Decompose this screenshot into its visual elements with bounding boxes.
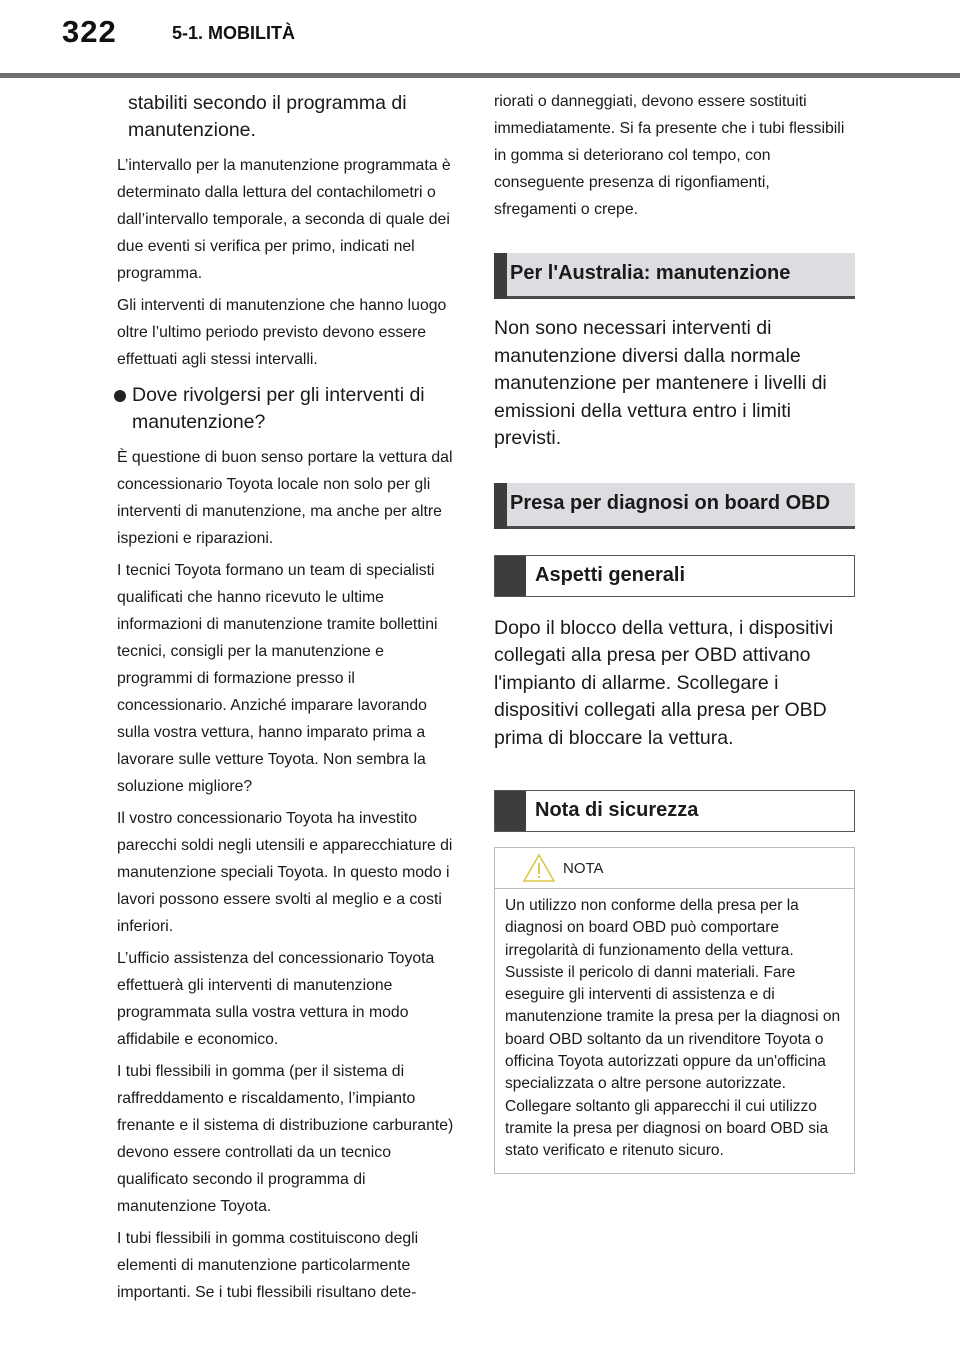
continuation-text: stabiliti secondo il programma di manutenzione. <box>128 92 407 141</box>
left-column <box>117 90 462 1311</box>
paragraph: È questione di buon senso portare la vettura dal concessionario Toyota locale non solo per gli interventi di manutenzione, ma anche per altre ispezioni e riparazioni. <box>117 449 453 547</box>
bullet-item <box>117 382 462 436</box>
page-number: 322 <box>62 14 117 49</box>
header-rule <box>0 73 960 78</box>
continuation-text: riorati o danneggiati, devono essere sostituiti immediatamente. Si fa presente che i tubi flessibili in gomma si deteriorano col tempo, con conseguente presenza di rigonfiamenti, sfregamenti o crepe. <box>494 93 845 218</box>
australia-text: Non sono necessari interventi di manutenzione diversi dalla normale manutenzione per mantenere i livelli di emissioni della vettura entro i limiti previsti. <box>494 317 827 449</box>
general-text: Dopo il blocco della vettura, i dispositivi collegati alla presa per OBD attivano l'impianto di allarme. Scollegare i dispositivi collegati alla presa per OBD prima di bloccare la vettura. <box>494 616 834 749</box>
warning-triangle-icon <box>522 853 556 883</box>
note-text: Un utilizzo non conforme della presa per la diagnosi on board OBD può comportare irregolarità di funzionamento della vettura. Sussiste il pericolo di danni materiali. Fare eseguire gli interventi di assistenza e di manutenzione tramite la presa per la diagnosi on board OBD soltanto da un rivenditore Toyota o officina Toyota autorizzati oppure da un'officina specializzata o altre persone autorizzate. Collegare soltanto gli apparecchi il cui utilizzo tramite la presa per diagnosi on board OBD sia stato verificato e ritenuto sicuro. <box>505 897 841 1160</box>
heading-australia: Per l'Australia: manutenzione <box>494 253 855 299</box>
note-label: NOTA <box>563 860 604 877</box>
paragraph: I tecnici Toyota formano un team di specialisti qualificati che hanno ricevuto le ultime informazioni di manutenzione tramite bollettini tecnici, consigli per la manutenzione e programmi di formazione presso il concessionario. Anziché imparare lavorando sulla vostra vettura, hanno imparato prima a lavorare sulle vetture Toyota. Non sembra la soluzione migliore? <box>117 562 438 795</box>
paragraph: L’ufficio assistenza del concessionario Toyota effettuerà gli interventi di manutenzione programmata sulla vostra vettura in modo affidabile e economico. <box>117 950 435 1048</box>
bullet-dot-icon <box>114 390 126 402</box>
section-title: 5-1. MOBILITÀ <box>172 23 296 43</box>
right-column <box>494 88 855 1174</box>
note-header <box>495 848 854 889</box>
note-box <box>494 847 855 1174</box>
subheading-safety: Nota di sicurezza <box>494 790 855 832</box>
page-header <box>0 0 960 80</box>
paragraph: Il vostro concessionario Toyota ha investito parecchi soldi negli utensili e apparecchiature di manutenzione speciali Toyota. In questo modo i lavori possono essere svolti al meglio e a costi inferiori. <box>117 810 453 935</box>
bullet-heading: Dove rivolgersi per gli interventi di manutenzione? <box>132 384 425 433</box>
paragraph: Gli interventi di manutenzione che hanno luogo oltre l’ultimo periodo previsto devono essere effettuati agli stessi intervalli. <box>117 297 447 368</box>
subheading-general: Aspetti generali <box>494 555 855 597</box>
paragraph: L’intervallo per la manutenzione programmata è determinato dalla lettura del contachilometri o dall’intervallo temporale, a seconda di quale dei due eventi si verifica per primo, indicati nel programma. <box>117 157 451 282</box>
paragraph: I tubi flessibili in gomma (per il sistema di raffreddamento e riscaldamento, l’impianto frenante e il sistema di distribuzione carburante) devono essere controllati da un tecnico qualificato secondo il programma di manutenzione Toyota. <box>117 1063 454 1215</box>
paragraph: I tubi flessibili in gomma costituiscono degli elementi di manutenzione particolarmente importanti. Se i tubi flessibili risultano dete- <box>117 1230 419 1301</box>
heading-obd: Presa per diagnosi on board OBD <box>494 483 855 529</box>
